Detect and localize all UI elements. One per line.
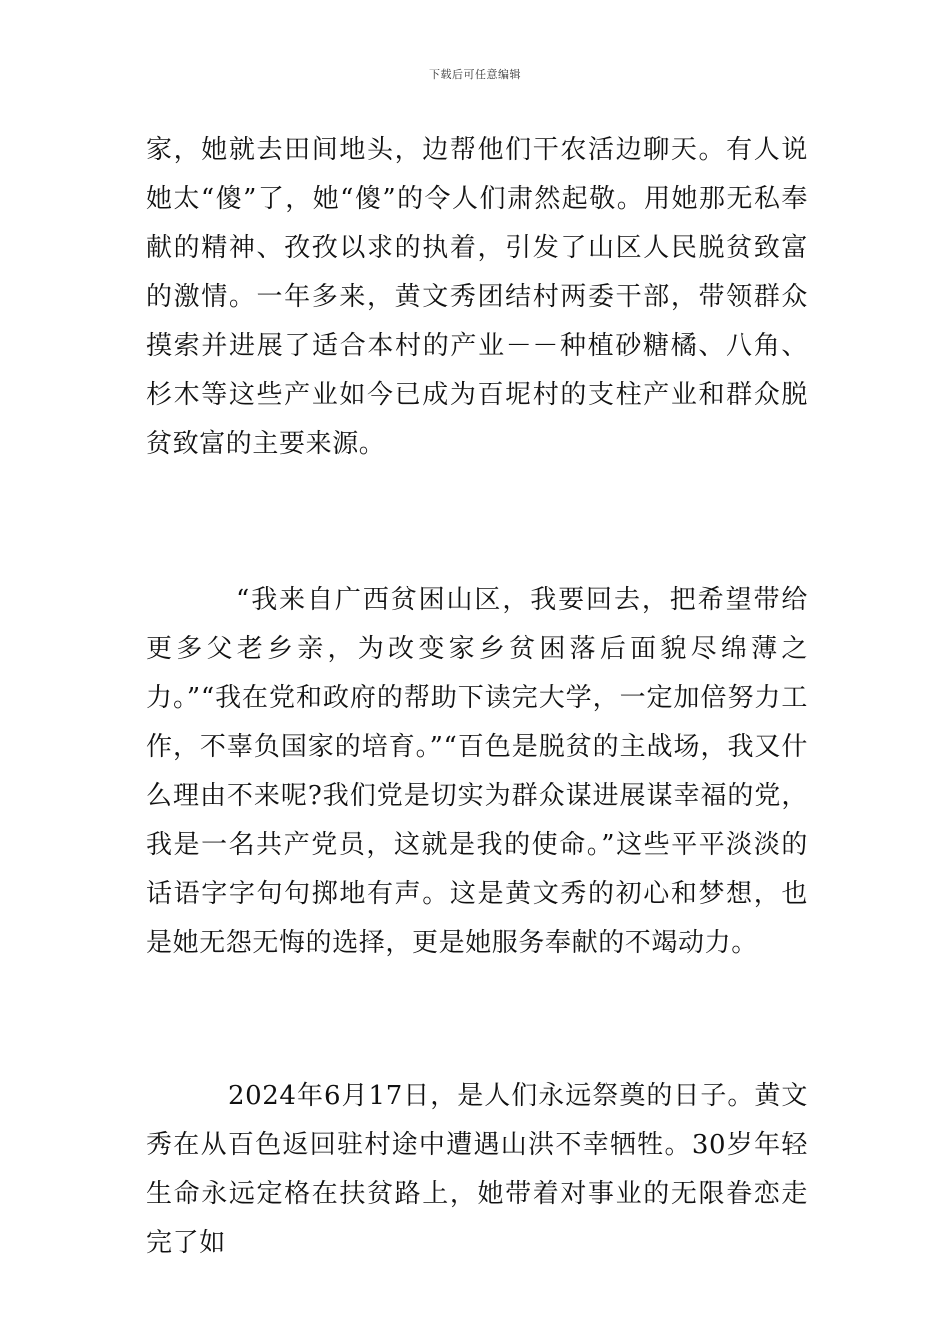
body-paragraph-3: 2024年6月17日，是人们永远祭奠的日子。黄文秀在从百色返回驻村途中遭遇山洪不幸牺牲。30岁年轻生命永远定格在扶贫路上，她带着对事业的无限眷恋走完了如 [146,1081,808,1258]
page-header: 下载后可任意编辑 [429,68,521,81]
body-paragraph-2: “我来自广西贫困山区，我要回去，把希望带给更多父老乡亲，为改变家乡贫困落后面貌尽绵薄之力。”“我在党和政府的帮助下读完大学，一定加倍努力工作，不辜负国家的培育。”“百色是脱贫的主战场，我又什么理由不来呢?我们党是切实为群众谋进展谋幸福的党，我是一名共产党员，这就是我的使命。”这些平平淡淡的话语字字句句掷地有声。这是黄文秀的初心和梦想，也是她无怨无悔的选择，更是她服务奉献的不竭动力。 [146,585,808,958]
body-paragraph-1: 家，她就去田间地头，边帮他们干农活边聊天。有人说她太“傻”了，她“傻”的令人们肃然起敬。用她那无私奉献的精神、孜孜以求的执着，引发了山区人民脱贫致富的激情。一年多来，黄文秀团结村两委干部，带领群众摸索并进展了适合本村的产业－－种植砂糖橘、八角、杉木等这些产业如今已成为百坭村的支柱产业和群众脱贫致富的主要来源。 [146,135,808,459]
